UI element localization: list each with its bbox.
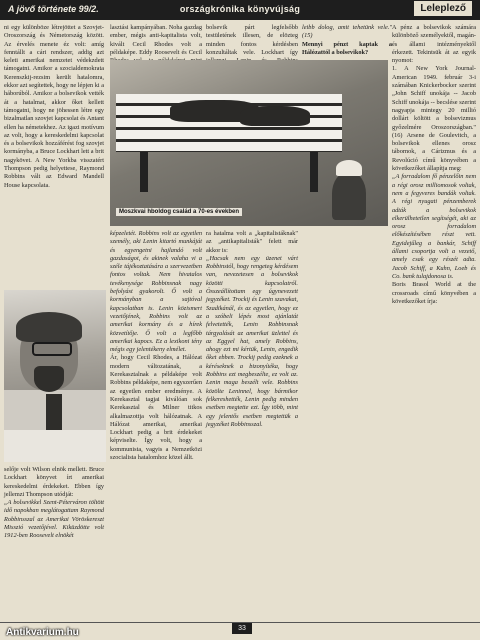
- photo-hair: [16, 312, 82, 342]
- page-number: 33: [232, 623, 252, 634]
- quote-paragraph: leibb dolog, amit tehetünk vele." (15): [302, 24, 392, 40]
- photo-book: [4, 430, 106, 462]
- article-paragraph: A pénz a bolsevikok számára különböző személyektől, magán- és állami intézményektől érkezett. Tekintsük át az egyik nyomot:: [392, 24, 476, 65]
- article-paragraph: Boris Brasol World at the crossroads című könyvében a következőket írja:: [392, 281, 476, 305]
- portrait-photo: [4, 290, 106, 462]
- column-3-top: [206, 24, 298, 58]
- quote-paragraph: lasztási kampányában. Noha gazdag ember, mégis anti-kapitalista volt, kivált Cecil Rhodes volt a példaképe. Eddy Roosevelt és Cecil: [110, 24, 202, 56]
- park-photo: [110, 60, 388, 226]
- series-label: A jövő története 99/2.: [8, 4, 99, 14]
- section-tag: Leleplező: [414, 1, 472, 16]
- column-2-bottom: [110, 230, 202, 620]
- photo-child-hat: [336, 160, 362, 176]
- column-2-top: [110, 24, 202, 58]
- photo-child: [332, 172, 366, 220]
- quote-paragraph: „Hacsak nem egy üzenet várt Robbinstól, hogy rengeteg kérdésem van, nevezetesen a bolsevikok közötti kapcsolatról. Összeállítottam egy úgynevezett jegyzéket. Trockij és Lenin szavakat, Szadikánál, és az egyetlen, hogy ez a szóbeli lépés most ajánlatát felvetették, Lenin Robbinsnak tárgyalását az amerikai üzlettel és az Eggyel hat, amely Robbins, ahogy ezt mi kértük, Lenin, engedik őket ebben. Trockij pedig ezeknek a kéréseknek a bizonyítéka, hogy Robbins ezt megbeszélte, ez volt az. Lenin maga beszélt vele. Robbins közölte Leninnel, hogy bármikor felkereshették, Lenin pedig minden esetben megtette ezt. Így több, mint egy jelentős esetben megtettük a jegyzéket Robbinsszal.: [206, 254, 298, 428]
- watermark: Antikvarium.hu: [6, 627, 79, 638]
- photo-person: [240, 106, 310, 126]
- article-paragraph: bolsevik párt legfelsőbb testületének illesen, de elözteg minden fontos kérdésben konzultáltak vele. Lockhart így: [206, 24, 298, 56]
- photo-caption: Moszkvai hboldog család a 70-es években: [116, 208, 242, 216]
- article-paragraph: ni egy különböze létrejöttet a Szovjet-Oroszország és Németország között. Az érvelés menete éz volt: amíg fenntállt a cári rendszer, addig azt keleti amerikai nemzetet védekzdett támogatni. Amikor a szocialdemokrata Kerenszkij-rezsim került hatalomra, ekkor azt segítettek, hogy ne lépjen ki a háborúból. Amikor a bolsevikok vették át a hatalmat, akkor őket kellett támogatni, hogy ne jöhessen létre egy bizalmatlan szovjet kapcsolat és Antant ellen ha németekhez. Az igazi motívum az volt, hogy a kereskedelmi kapcsolat és a bolsevikok hozzáférést fog szovjet kormányba, a Bruce Lockhart lett a brit nagykövet. A New Yorkba visszatért Thompson pedig helyettese, Raymond Robbins vált az Edward Mandell House kapcsolata.: [4, 24, 105, 189]
- article-paragraph: Ár, hogy Cecil Rhodes, a Hálózat modern változatának, a Kerekasztalnak a példaképe volt Robbins példaképe, nem egyszerűen az egyetlen ember eredménye. A Kerekasztal tagjai kiválóan sok Kerekasztal és Milner titkos alkalmazottja volt hálózatnak. A Hálózat amerikai, amerikai Lockhart pedig a brit érdekeket képviselte. Így volt, hogy a kommunista, vagyis a Nemzetközi szocialista hatalomhoz közel állt.: [110, 354, 202, 462]
- subheading: Mennyi pénzt kaptak a Hálózattól a bolsevikok?: [302, 40, 392, 56]
- photo-beard: [34, 366, 64, 392]
- column-1-top: [4, 24, 104, 286]
- column-3-bottom: [206, 230, 298, 620]
- page-header: [0, 0, 480, 20]
- photo-glasses: [32, 342, 72, 356]
- quote-paragraph: „A forradalom fő pénzelőin nem a régi orosz milliomosok voltak, nem a fegyveres bandák voltak. A régi nyugati pénzemberek adták a bolsevikok elkerülhetetlen segítségét, aki az orosz forradalom előkészítésében részt vett. Egyidejűleg a bankár, Schiff állami csoportja volt a vezető, amely csak egy részét adta. Jacob Schiff, a Kuhn, Loeb és Co. bank tulajdonosa is.: [392, 173, 476, 280]
- article-paragraph: ra hatalma volt a „kapitalistáknak" az „antikapitalisták" felett már akkor is:: [206, 230, 298, 254]
- article-paragraph: 1. A New York Journal-American 1949. február 3-i számában Knickerbocker szerint „John Schiff unokája -- Jacob Schiff unokája -- becslése szerint nagyapja mintegy 20 millió dollárt költött a bolsevizmus győzelmére Oroszországban." (16) Arsene de Goulevitch, a bolsevikok ellenes orosz tábornok, a Cárizmus és a Revolúció című könyvében a következőket állapítja meg:: [392, 65, 476, 173]
- quote-paragraph: „A bolsevikkel Szent-Péterváron töltött idő napokban meglátogattam Raymond Robbinsszal az Amerikai Vöröskereszt Misszió vezetőjével. Kiküzdötte volt 1912-ben Roosevelt elnökét: [4, 499, 104, 540]
- column-1-bottom: [4, 466, 104, 618]
- quote-paragraph: képzeletét. Robbins volt az egyetlen személy, aki Lenin kitartó munkáját és egyengetni hajlandó volt gazdaságot, és akinek valaha vi a széle tájékoztatására a szervezetben fontos voltak. Nem hivatalos tevékenysége Robbinsnak nagy befolyást gyakorolt. Ő volt a kormányban a sajtóval kapcsolatban is. Lenin közismert vezetőjének, Robbins volt az amerikai kormány és a hírek közvetítője. Ő volt a legfőbb amerikai kapocs. Ez a lexikoni tény mégis egy jelentékeny elmélet.: [110, 230, 202, 354]
- column-4-top: [302, 24, 392, 58]
- article-paragraph: selője volt Wilson elnök mellett. Bruce Lockhart könyvet írt amerikai kereskedelmi érdekeket. Ebben így jellemzi Thompson utódját:: [4, 466, 104, 498]
- photo-bench-leg: [310, 152, 318, 192]
- photo-bench-leg: [140, 152, 148, 192]
- section-title: országkrónika könyvújság: [179, 4, 301, 14]
- column-4-right: [392, 24, 476, 620]
